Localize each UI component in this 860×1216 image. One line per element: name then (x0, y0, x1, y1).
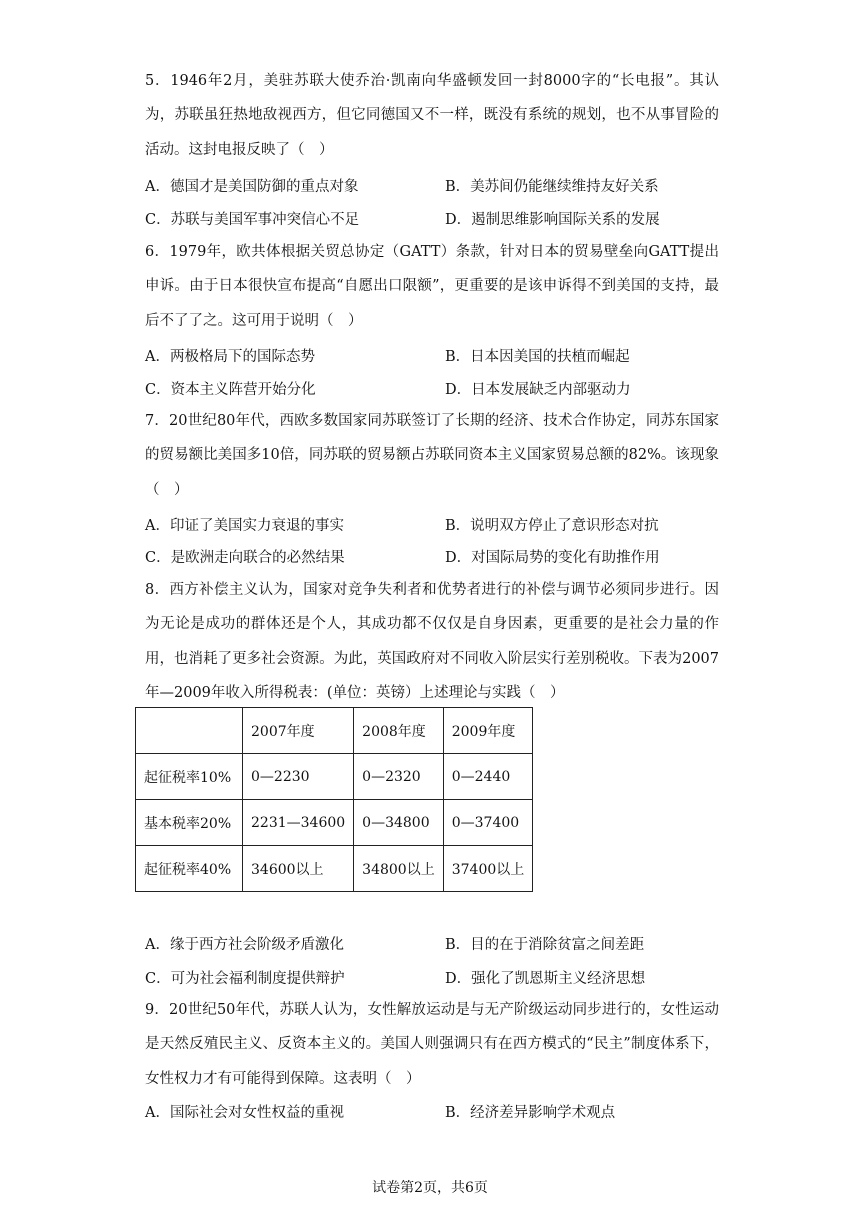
table-header-cell: 2007年度 (243, 708, 354, 754)
table-cell: 0—37400 (443, 800, 533, 846)
page-footer: 试卷第2页，共6页 (372, 1180, 488, 1196)
table-cell: 0—2440 (443, 754, 533, 800)
question-9-stem: 9．20世纪50年代，苏联人认为，女性解放运动是与无产阶级运动同步进行的，女性运动是天然反殖民主义、反资本主义的。美国人则强调只有在西方模式的“民主”制度体系下，女性权力才有可能得到保障。这表明（ ） (145, 1002, 719, 1087)
table-row (136, 754, 533, 800)
table-cell: 34800以上 (354, 846, 444, 892)
question-7-option-b[interactable]: B．说明双方停止了意识形态对抗 (445, 518, 659, 534)
question-7-option-c[interactable]: C．是欧洲走向联合的必然结果 (145, 550, 345, 566)
question-8-stem: 8．西方补偿主义认为，国家对竞争失利者和优势者进行的补偿与调节必须同步进行。因为无论是成功的群体还是个人，其成功都不仅仅是自身因素，更重要的是社会力量的作用，也消耗了更多社会资源。为此，英国政府对不同收入阶层实行差别税收。下表为2007年—2009年收入所得税表：(单位：英镑）上述理论与实践（ ） (145, 582, 719, 701)
question-6-option-b[interactable]: B．日本因美国的扶植而崛起 (445, 349, 630, 365)
table-header-row (136, 708, 533, 754)
question-6-option-d[interactable]: D．日本发展缺乏内部驱动力 (445, 382, 631, 398)
question-5-option-b[interactable]: B．美苏间仍能继续维持友好关系 (445, 179, 659, 195)
table-cell: 37400以上 (443, 846, 533, 892)
table-cell: 2231—34600 (243, 800, 354, 846)
table-header-cell: 2009年度 (443, 708, 533, 754)
question-6-option-c[interactable]: C．资本主义阵营开始分化 (145, 382, 316, 398)
table-row (136, 800, 533, 846)
question-5-option-d[interactable]: D．遏制思维影响国际关系的发展 (445, 212, 660, 228)
question-5-option-a[interactable]: A．德国才是美国防御的重点对象 (145, 179, 359, 195)
income-tax-table (135, 707, 533, 892)
table-cell: 基本税率20% (136, 800, 243, 846)
question-7-option-a[interactable]: A．印证了美国实力衰退的事实 (145, 518, 344, 534)
question-9-option-b[interactable]: B．经济差异影响学术观点 (445, 1105, 616, 1121)
question-5-option-c[interactable]: C．苏联与美国军事冲突信心不足 (145, 212, 360, 228)
question-5-stem: 5．1946年2月，美驻苏联大使乔治·凯南向华盛顿发回一封8000字的“长电报”。其认为，苏联虽狂热地敌视西方，但它同德国又不一样，既没有系统的规划，也不从事冒险的活动。这封电报反映了（ ） (145, 73, 719, 158)
question-8-option-a[interactable]: A．缘于西方社会阶级矛盾激化 (145, 937, 344, 953)
table-cell: 0—2230 (243, 754, 354, 800)
question-7-option-d[interactable]: D．对国际局势的变化有助推作用 (445, 550, 660, 566)
table-cell: 起征税率10% (136, 754, 243, 800)
table-cell: 34600以上 (243, 846, 354, 892)
table-header-cell (136, 708, 243, 754)
question-8-option-b[interactable]: B．目的在于消除贫富之间差距 (445, 937, 645, 953)
question-9-option-a[interactable]: A．国际社会对女性权益的重视 (145, 1105, 344, 1121)
table-header-cell: 2008年度 (354, 708, 444, 754)
question-6-option-a[interactable]: A．两极格局下的国际态势 (145, 349, 315, 365)
table-cell: 起征税率40% (136, 846, 243, 892)
question-7-stem: 7．20世纪80年代，西欧多数国家同苏联签订了长期的经济、技术合作协定，同苏东国家的贸易额比美国多10倍，同苏联的贸易额占苏联同资本主义国家贸易总额的82%。该现象（ ） (145, 413, 719, 498)
question-8-option-d[interactable]: D．强化了凯恩斯主义经济思想 (445, 971, 646, 987)
question-8-option-c[interactable]: C．可为社会福利制度提供辩护 (145, 971, 345, 987)
table-row (136, 846, 533, 892)
table-cell: 0—2320 (354, 754, 444, 800)
question-6-stem: 6．1979年，欧共体根据关贸总协定（GATT）条款，针对日本的贸易壁垒向GATT提出申诉。由于日本很快宣布提高“自愿出口限额”，更重要的是该申诉得不到美国的支持，最后不了了之。这可用于说明（ ） (145, 244, 719, 329)
table-cell: 0—34800 (354, 800, 444, 846)
